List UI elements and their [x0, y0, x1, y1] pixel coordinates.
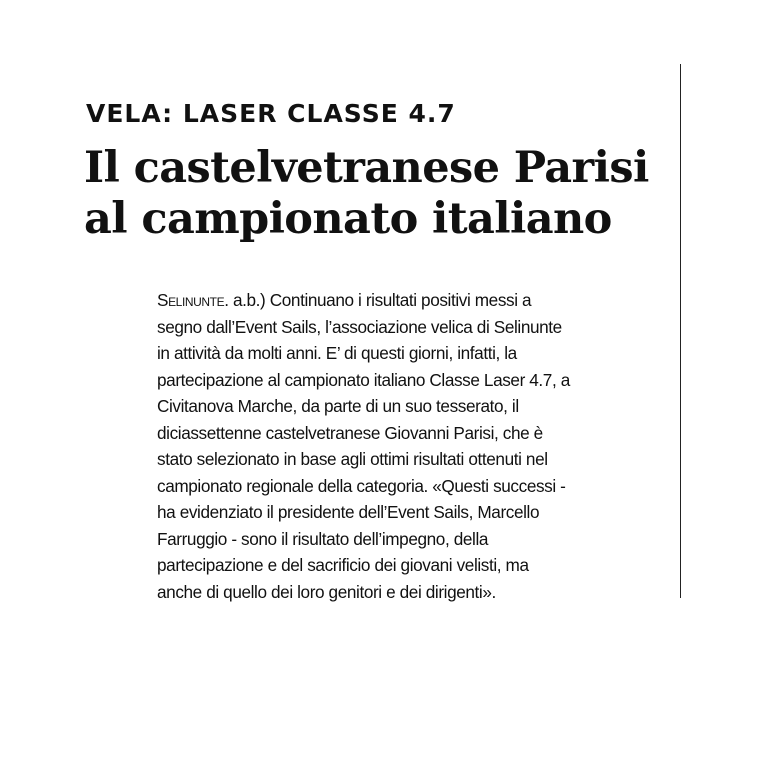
- body-line: partecipazione e del sacrificio dei giovani velisti, ma: [157, 555, 529, 575]
- column-divider: [680, 64, 681, 598]
- article-kicker: VELA: LASER CLASSE 4.7: [86, 99, 456, 128]
- body-line: anche di quello dei loro genitori e dei dirigenti».: [157, 581, 496, 602]
- headline-line: al campionato italiano: [84, 194, 612, 244]
- body-line: segno dall’Event Sails, l’associazione velica di Selinunte: [157, 316, 562, 337]
- body-line: Civitanova Marche, da parte di un suo tesserato, il: [157, 396, 519, 416]
- body-line: Farruggio - sono il risultato dell’impegno, della: [157, 528, 489, 549]
- body-line: partecipazione al campionato italiano Classe Laser 4.7, a: [157, 369, 570, 390]
- body-line: diciassettenne castelvetranese Giovanni Parisi, che è: [157, 422, 543, 443]
- article-dateline: Selinunte.: [157, 290, 229, 310]
- body-line-text: a.b.) Continuano i risultati positivi messi a: [228, 290, 532, 310]
- article-body: [157, 287, 677, 605]
- body-line: stato selezionato in base agli ottimi risultati ottenuti nel: [157, 449, 548, 469]
- body-line: [157, 287, 677, 314]
- headline-line: Il castelvetranese Parisi: [84, 143, 649, 193]
- body-line: ha evidenziato il presidente dell’Event Sails, Marcello: [157, 502, 540, 522]
- body-line: in attività da molti anni. E’ di questi giorni, infatti, la: [157, 343, 517, 363]
- article-headline: [84, 143, 649, 245]
- body-line: campionato regionale della categoria. «Questi successi -: [157, 475, 566, 496]
